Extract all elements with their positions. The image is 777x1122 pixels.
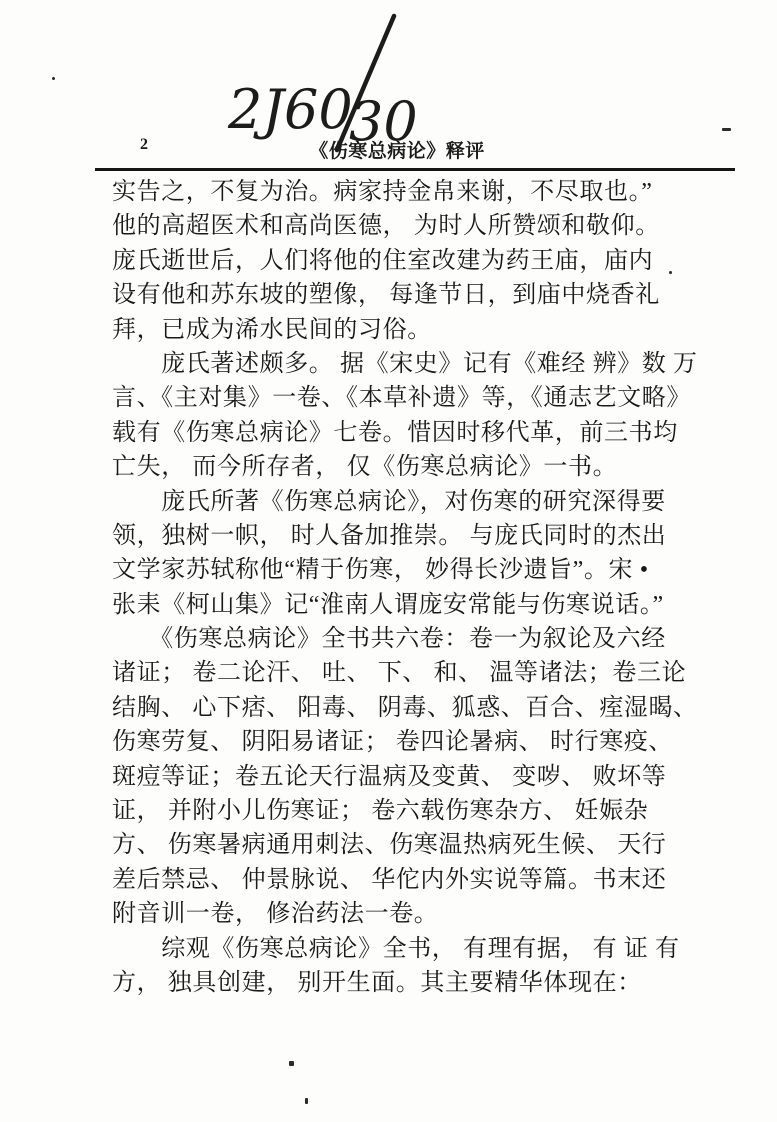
text-line: 实告之，不复为治。病家持金帛来谢，不尽取也。” [112, 179, 653, 205]
text-line: 他的高超医术和高尚医德， 为时人所赞颂和敬仰。 [112, 213, 660, 240]
text-line: 张耒《柯山集》记“淮南人谓庞安常能与伤寒说话。” [112, 591, 664, 618]
scan-speck [669, 271, 672, 274]
text-line: 方、 伤寒暑病通用刺法、伤寒温热病死生候、 天行 [112, 832, 667, 859]
text-line: 斑痘等证；卷五论天行温病及变黄、 变哕、 败坏等 [112, 763, 667, 790]
text-line: 附音训一卷， 修治药法一卷。 [112, 901, 439, 928]
header-rule [95, 168, 735, 171]
text-line: 亡失， 而今所存者， 仅《伤寒总病论》一书。 [112, 454, 618, 481]
text-line: 伤寒劳复、 阴阳易诸证； 卷四论暑病、 时行寒疫、 [112, 729, 673, 756]
text-line: 言、《主对集》一卷、《本草补遗》等，《通志艺文略》 [112, 385, 691, 412]
text-line: 领，独树一帜， 时人备加推崇。 与庞氏同时的杰出 [112, 522, 667, 549]
text-line: 诸证； 卷二论汗、 吐、 下、 和、 温等诸法；卷三论 [112, 660, 687, 687]
text-line: 差后禁忌、 仲景脉说、 华佗内外实说等篇。书末还 [112, 866, 667, 893]
text-line: 方， 独具创建， 别开生面。其主要精华体现在： [112, 969, 642, 996]
call-number-right: 30 [349, 90, 418, 153]
scan-speck [722, 128, 731, 131]
text-line: 《伤寒总病论》全书共六卷：卷一为叙论及六经 [112, 626, 666, 653]
text-line: 庞氏著述颇多。 据《宋史》记有《难经 辨》数 万 [112, 350, 698, 377]
scan-speck [305, 1098, 308, 1104]
text-line: 拜，已成为浠水民间的习俗。 [112, 316, 432, 343]
body-text [112, 175, 712, 1000]
call-number-left: 2J60 [228, 78, 353, 141]
text-line: 文学家苏轼称他“精于伤寒， 妙得长沙遗旨”。宋 • [112, 557, 649, 584]
scan-speck [52, 77, 55, 80]
text-line: 庞氏所著《伤寒总病论》，对伤寒的研究深得要 [112, 488, 666, 515]
scan-speck [289, 1061, 294, 1066]
running-title: 《伤寒总病论》释评 [309, 141, 485, 162]
text-line: 庞氏逝世后，人们将他的住室改建为药王庙，庙内 [112, 247, 654, 274]
text-line: 证， 并附小儿伤寒证； 卷六载伤寒杂方、 妊娠杂 [112, 798, 649, 825]
page-number: 2 [140, 136, 149, 153]
text-line: 结胸、 心下痞、 阳毒、 阴毒、狐惑、百合、痓湿暍、 [112, 694, 698, 721]
text-line: 设有他和苏东坡的塑像， 每逢节日，到庙中烧香礼 [112, 282, 660, 309]
text-line: 综观《伤寒总病论》全书， 有理有据， 有 证 有 [112, 935, 680, 962]
text-line: 载有《伤寒总病论》七卷。惜因时移代革，前三书均 [112, 419, 678, 446]
